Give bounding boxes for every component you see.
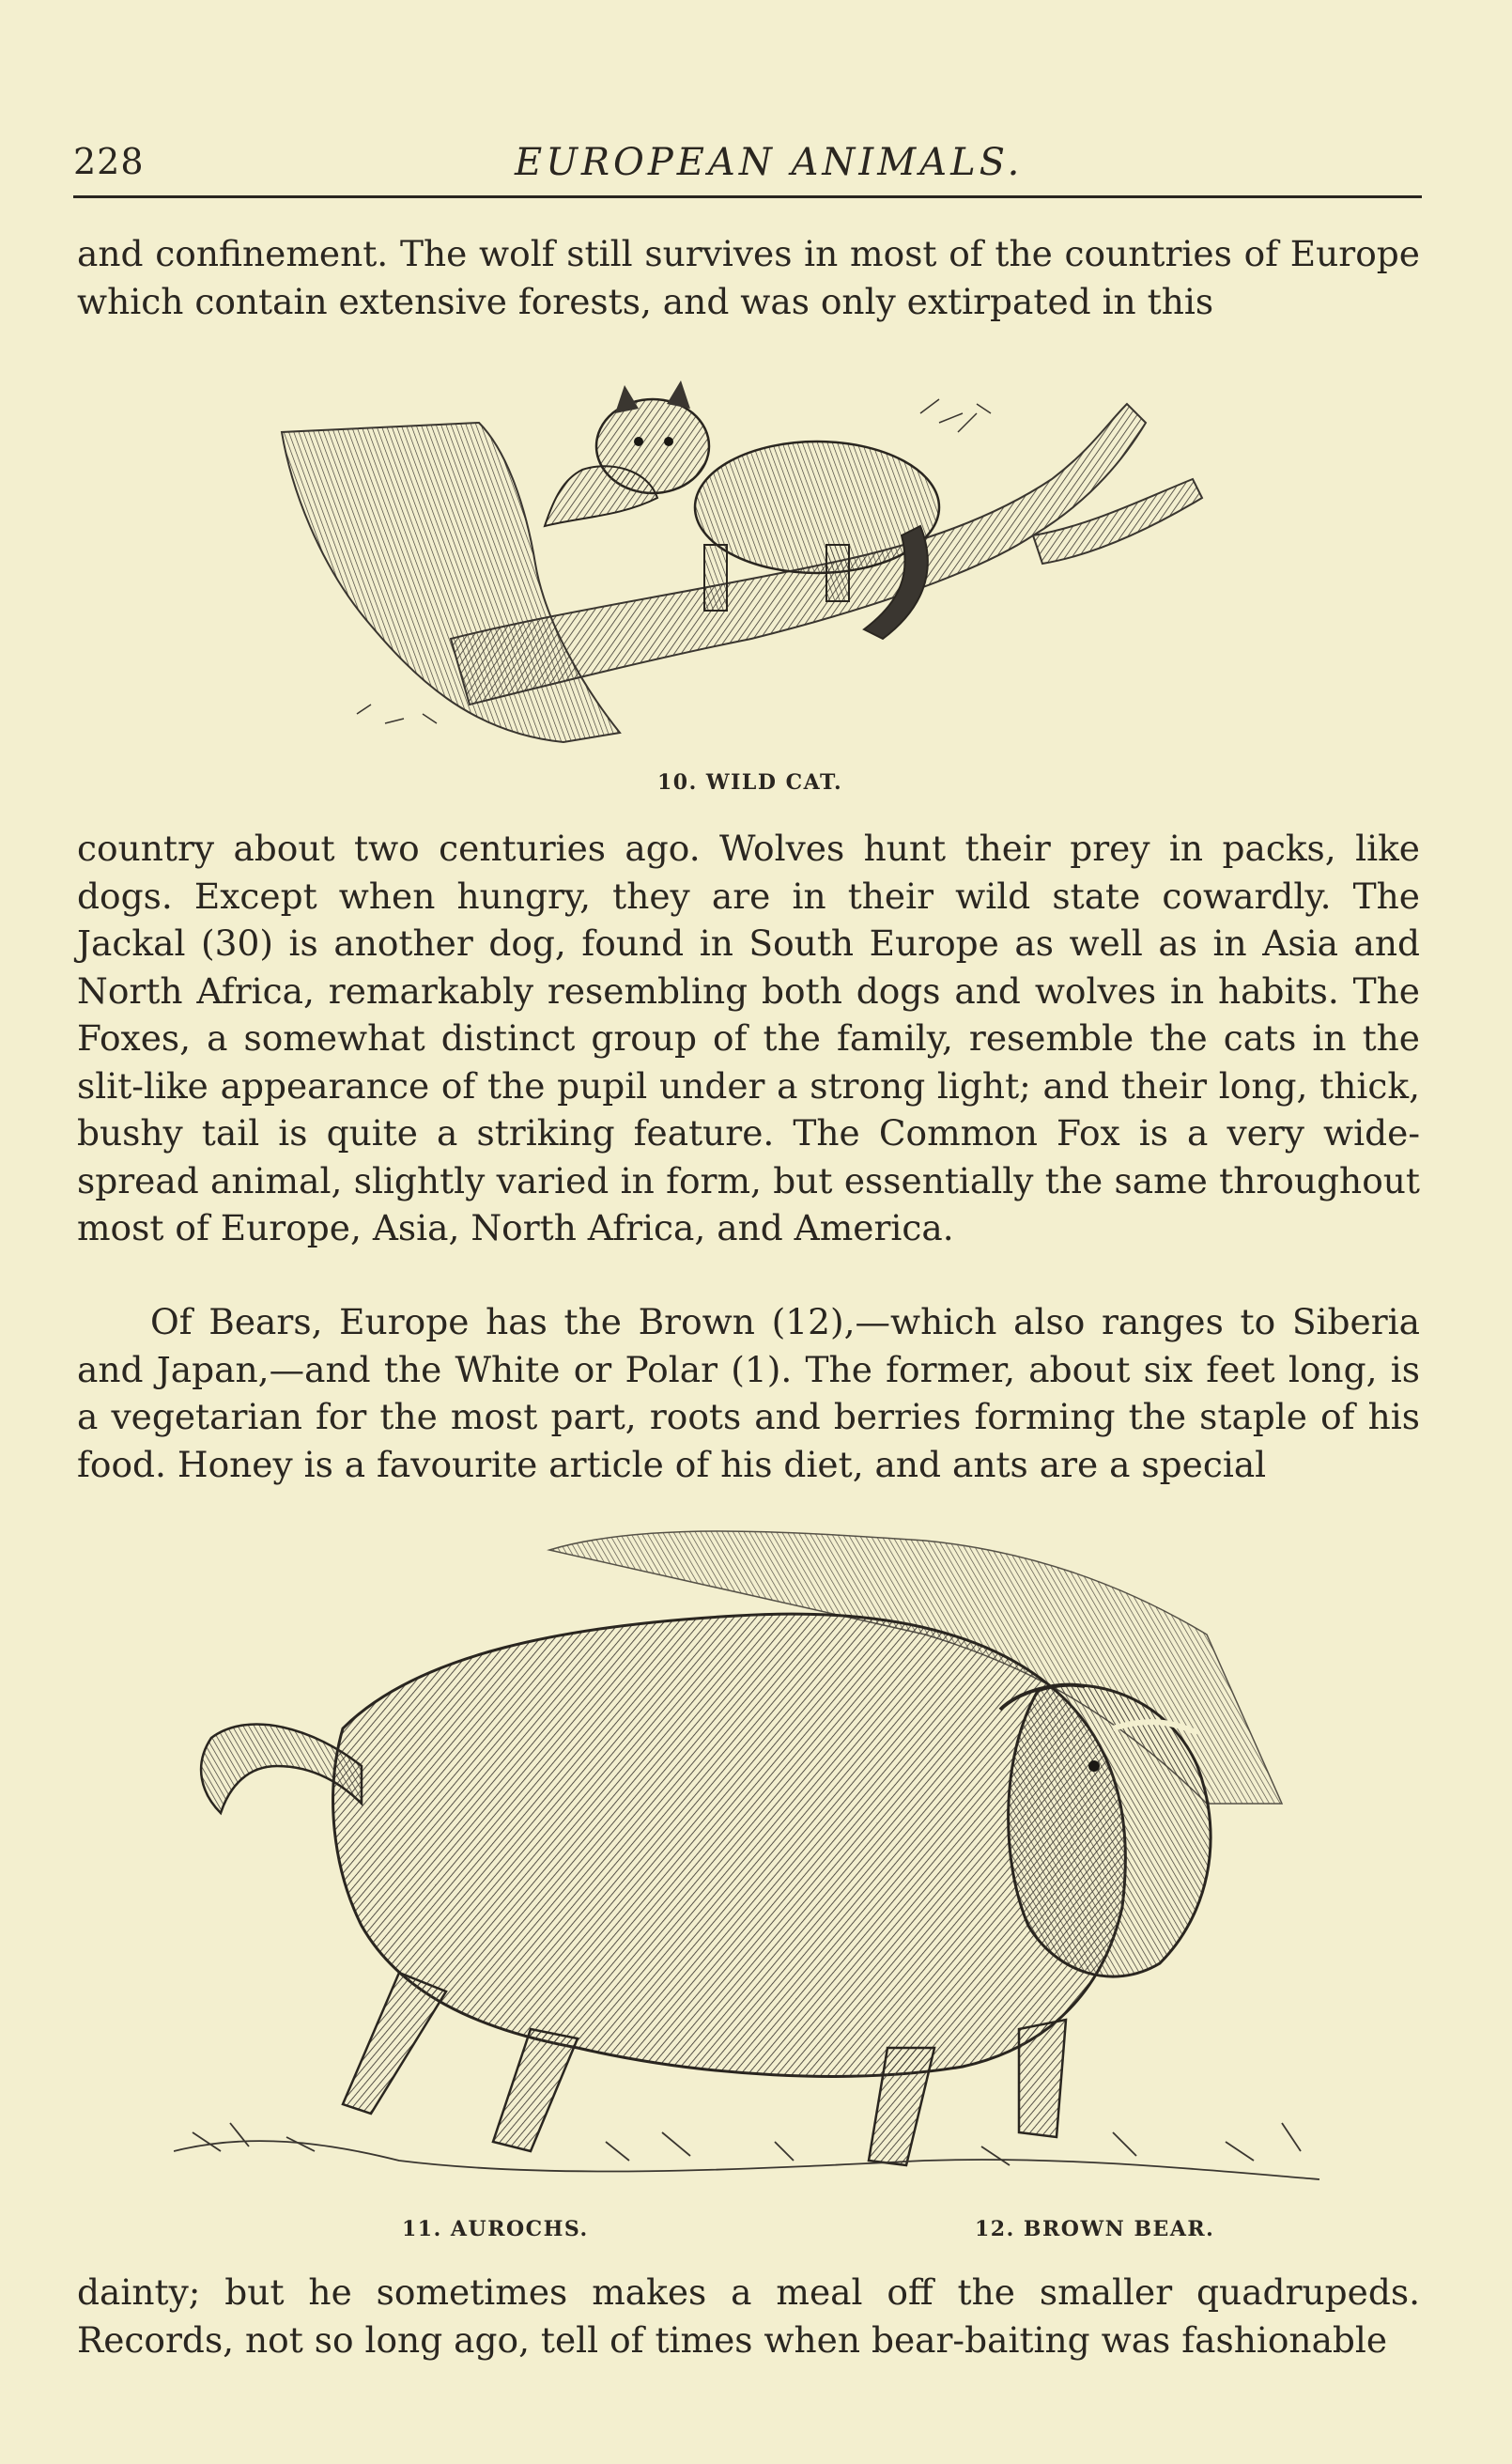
wild-cat-illustration [263, 376, 1258, 761]
aurochs-bear-illustration [174, 1522, 1329, 2189]
paragraph-3: Of Bears, Europe has the Brown (12),—which also ranges to Siberia and Japan,—and the White or Polar (1). The former, about six feet long, is a vegetarian for the most part, roots and berries forming the staple of his food. Honey is a favourite article of his diet, and ants are a special [77, 1301, 1420, 1485]
page-header [73, 141, 1426, 188]
brown-bear-caption: 12. BROWN BEAR. [975, 2217, 1215, 2241]
paragraph-2: country about two centuries ago. Wolves hunt their prey in packs, like dogs. Except when hungry, they are in their wild state cowardly. The Jackal (30) is another dog, found in South Europe as well as in Asia and North Africa, remarkably resembling both dogs and wolves in habits. The Foxes, a somewhat distinct group of the family, resemble the cats in the slit-like appearance of the pupil under a strong light; and their long, thick, bushy tail is quite a striking feature. The Common Fox is a very wide-spread animal, slightly varied in form, but essentially the same throughout most of Europe, Asia, North Africa, and America. [77, 828, 1420, 1248]
page-number: 228 [73, 141, 145, 182]
header-rule [73, 195, 1422, 198]
wild-cat-caption: 10. WILD CAT. [657, 770, 843, 795]
aurochs-caption: 11. AUROCHS. [402, 2217, 589, 2241]
paragraph-1: and confinement. The wolf still survives in most of the countries of Europe which contain extensive forests, and was only extirpated in this [77, 233, 1420, 322]
paragraph-4: dainty; but he sometimes makes a meal off the smaller quadrupeds. Records, not so long ago, tell of times when bear-baiting was fashionable [77, 2271, 1420, 2361]
running-head: EUROPEAN ANIMALS. [515, 141, 1024, 184]
